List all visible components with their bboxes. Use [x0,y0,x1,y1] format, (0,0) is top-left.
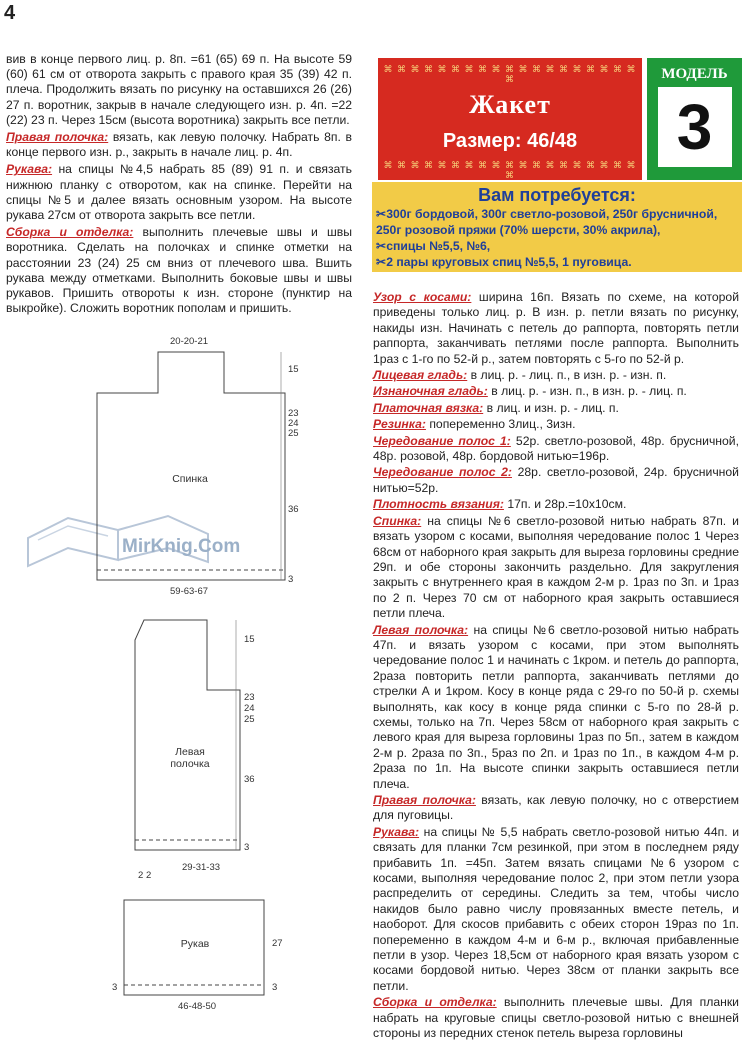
sleeve-dim-label: 3 [272,982,278,993]
instruction-paragraph [373,995,739,1041]
section-text: попеременно 3лиц., 3изн. [425,417,576,432]
left-paragraph [6,225,352,316]
section-text: на спицы №4,5 набрать 85 (89) 91 п. и связать нижнюю планку с отворотом, как на спинке. Перейти на спицы №5 и далее вязать основным узором. На высоте рукава 27см от отворота закрыть все петли. [6,162,352,223]
section-text: вязать, как левую полочку. Набрать 8п. в конце первого изн. р., закрыть в начале лиц. р. 4п. [6,130,352,160]
back-dim-label: 3 [288,574,294,585]
front-dim-label: 23 [244,692,255,703]
instruction-paragraph [373,465,739,496]
instruction-paragraph [373,514,739,622]
section-text: вязать, как левую полочку, но с отверстием для пуговицы. [373,793,739,823]
instruction-paragraph [373,417,739,432]
front-piece-name-line1: Левая [175,746,205,758]
section-heading: Чередование полос 2: [373,465,512,480]
front-placket-width: 2 [138,870,144,881]
banner-ornament-bottom: ⌘ ⌘ ⌘ ⌘ ⌘ ⌘ ⌘ ⌘ ⌘ ⌘ ⌘ ⌘ ⌘ ⌘ ⌘ ⌘ ⌘ ⌘ ⌘ ⌘ [383,160,637,180]
materials-box [372,182,742,272]
section-text: 52р. светло-розовой, 48р. брусничной, 48р. розовой, 48р. бордовой нитью=196р. [373,433,739,464]
materials-item: ✂2 пары круговых спиц №5,5, 1 пуговица. [376,255,632,269]
sleeve-dim-label: 3 [112,982,118,993]
section-heading: Левая полочка: [373,622,469,637]
section-text: в лиц. р. - изн. п., в изн. р. - лиц. п. [487,384,687,399]
section-text: 28р. светло-розовой, 24р. брусничной нитью=52р. [373,465,739,495]
back-dim-label: 24 [288,418,299,429]
back-dim-label: 25 [288,428,299,439]
instruction-paragraph [373,623,739,792]
instruction-paragraph [373,290,739,367]
section-heading: Сборка и отделка: [373,995,497,1010]
section-text: выполнить плечевые швы и швы воротника. Сделать на полочках и спинке отметки на расстоянии 23 (24) 25 см вниз от плечевого шва. Вшить рукава между отметками. Выполнить боковые швы и швы рукавов. Пришить отвороты к изн. стороне (пунктир на выкройке). Сложить воротник пополам и пришить. [6,225,352,316]
section-heading: Изнаночная гладь: [373,384,488,399]
back-dim-label: 15 [288,364,299,375]
front-dim-label: 15 [244,634,255,645]
front-dim-label: 36 [244,774,255,785]
back-top-width: 20-20-21 [170,336,209,347]
instruction-paragraph [373,793,739,824]
left-paragraph [6,130,352,160]
model-number: 3 [658,87,732,167]
section-text: на спицы № 5,5 набрать светло-розовой нитью 44п. и связать для планки 7см резинкой, при этом в последнем ряду прибавить 1п. =45п. Затем вязать спицами №6 узором с косами, выполняя чередование полос 2, при этом петли узора распределить от середины. Следить за тем, чтобы число накидов было равно числу провязанных вместе петель, и наоборот. Для скосов прибавить с обеих сторон 19раз по 1п. попеременно в каждом 4-м и 6-м р., включая прибавленные петли в узор. Через 18,5см от наборного края вязать узором с косами бордовой нитью. Через 38см от планки закрыть все петли. [373,824,739,993]
section-text: на спицы №6 светло-розовой нитью набрать 87п. и вязать узором с косами, выполняя чередование полос 1 Через 68см от наборного края закрыть для выреза горловины средние 29п. и обе стороны закончить раздельно. Для закругления закрыть с внутреннего края в каждом 2-м р. 1раз по 3п. и 1раз по 2 п. Через 70 см от наборного края закрыть оставшиеся петли плеча. [373,513,739,621]
sleeve-dim-label: 27 [272,938,283,949]
watermark-text: MirKnig.Com [122,536,241,557]
back-piece-name: Спинка [172,473,208,485]
left-paragraph [6,162,352,223]
model-label: МОДЕЛЬ [661,66,728,82]
section-text: в лиц. и изн. р. - лиц. п. [483,400,619,415]
front-dim-label: 3 [244,842,250,853]
front-piece-name [150,746,230,770]
materials-title: Вам потребуется: [478,185,636,205]
front-placket-width: 2 [146,870,152,881]
section-heading: Рукава: [6,162,53,177]
front-outline [135,620,240,850]
materials-item: ✂спицы №5,5, №6, [376,239,491,253]
front-bottom-width: 29-31-33 [182,862,221,873]
title-banner [378,58,642,180]
section-text: выполнить плечевые швы. Для планки набрать на круговые спицы светло-розовой нитью с внешней стороны из передних стенок петель выреза горловины [373,995,739,1041]
left-paragraph: вив в конце первого лиц. р. 8п. =61 (65) 69 п. На высоте 59 (60) 61 см от отворота закрыть с правого края 35 (39) 42 п. плеча. Продолжить вязать по рисунку на оставшихся 26 (26) 27 п. воротник, закрыв в начале следующего изн. р. 4п. =22 (22) 23 п. Через 15см (высота воротника) закрыть все петли. [6,52,352,127]
section-heading: Правая полочка: [373,793,476,807]
section-heading: Рукава: [373,824,420,839]
section-heading: Правая полочка: [6,130,109,145]
sleeve-piece-name: Рукав [180,938,210,950]
section-heading: Плотность вязания: [373,497,504,512]
section-heading: Спинка: [373,513,422,528]
front-piece-name-line2: полочка [170,758,210,770]
sleeve-bottom-width: 46-48-50 [178,1001,217,1012]
back-dim-label: 36 [288,504,299,515]
page-number: 4 [4,2,16,24]
section-text: 17п. и 28р.=10х10см. [503,497,627,512]
back-dim-label: 23 [288,408,299,419]
instruction-paragraph [373,384,739,399]
instruction-paragraph [373,434,739,465]
project-title: Жакет [469,90,551,119]
section-heading: Узор с косами: [373,290,472,304]
section-heading: Лицевая гладь: [373,368,468,383]
section-text: на спицы №6 светло-розовой нитью набрать 47п. и вязать узором с косами, при этом выполнять чередование полос 1 и начинать с 1кром. и петель до раппорта, 2раза повторить петли раппорта, заканчивать петлями до стрелки А и 1кром. Косу в конце ряда с 29-го по 50-й р. схемы выполнять, как косу в конце ряда спинки с 5-го по 28-й р. схемы, только на 7п. Через 58см от наборного края закрыть с левого края для выреза горловины 1раз по 5п., затем в каждом 2-м р. 2раза по 3п., 5раз по 2п. и 1раз по 1п., в каждом 4-м р. 2раза по 1п. На высоте спинки закрыть оставшиеся петли плеча. [373,622,739,791]
banner-ornament-top: ⌘ ⌘ ⌘ ⌘ ⌘ ⌘ ⌘ ⌘ ⌘ ⌘ ⌘ ⌘ ⌘ ⌘ ⌘ ⌘ ⌘ ⌘ ⌘ ⌘ [383,64,637,84]
instruction-paragraph [373,368,739,383]
section-heading: Чередование полос 1: [373,433,511,448]
front-dim-label: 25 [244,714,255,725]
section-heading: Сборка и отделка: [6,225,134,240]
section-heading: Резинка: [373,417,426,432]
instruction-paragraph [373,497,739,512]
instruction-paragraph [373,401,739,416]
instruction-paragraph [373,825,739,994]
section-text: ширина 16п. Вязать по схеме, на которой приведены только лиц. р. В изн. р. петли вязать по рисунку, накиды изн. Начинать с петель до раппорта, повторять петли раппорта, заканчивать петлями после раппорта. Выполнить 1раз с 1-го по 52-й р., затем повторять с 5-го по 52-й р. [373,290,740,366]
size-label: Размер: 46/48 [442,130,578,152]
section-text: в лиц. р. - лиц. п., в изн. р. - изн. п. [467,368,667,383]
left-column-text [6,52,352,318]
section-heading: Платочная вязка: [373,400,484,415]
back-bottom-width: 59-63-67 [170,586,209,597]
model-badge [647,58,742,180]
front-dim-label: 24 [244,703,255,714]
materials-item: ✂300г бордовой, 300г светло-розовой, 250г брусничной, 250г розовой пряжи (70% шерсти, 30% акрила), [376,207,718,237]
right-column-text [373,290,739,1043]
